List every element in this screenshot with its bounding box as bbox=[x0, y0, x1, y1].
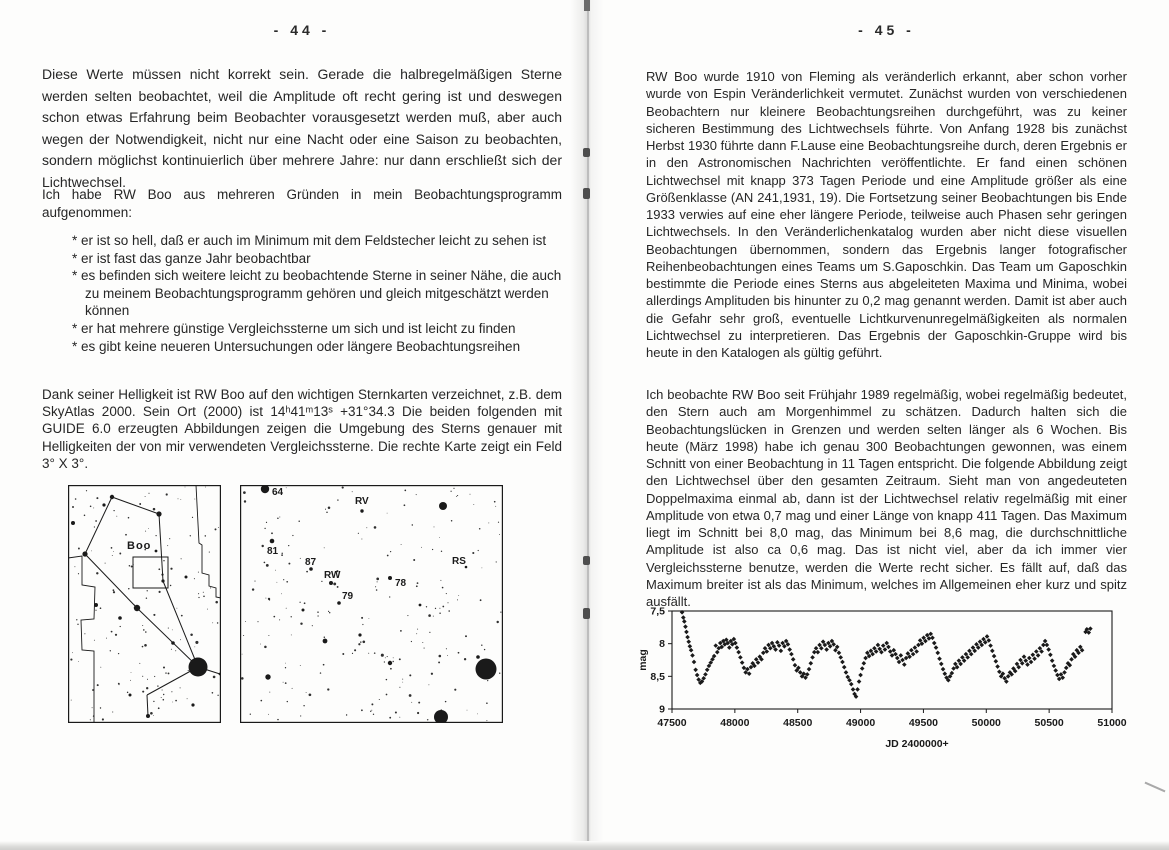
paragraph-history: RW Boo wurde 1910 von Fleming als veränderlich erkannt, aber schon vorher wurde von Espin Veränderlichkeit vermutet. Zunächst wurden von verschiedenen Beobachtern nur kleinere Beobachtungsreihen durchgeführt, was zu keiner sicheren Bestimmung des Lichtwechsels führte. Von Anfang 1928 bis zunächst Herbst 1930 führte dann F.Lause eine Beobachtungsreihe durch, deren Ergebnis er in den Astronomischen Nachrichten veröffentlichte. Er fand einen schönen Lichtwechsel mit knapp 373 Tagen Periode und eine Amplitude größer als eine Größenklasse (AN 241,1931, 19). Die Fortsetzung seiner Beobachtungen bis Ende 1933 verwies auf eine eher längere Periode, teilweise auch Phasen sehr geringen Lichtwechsels. In den Veränderlichenkatalog wurden aber nicht diese visuellen Beobachtungen übernommen, sondern das Ergebnis langer fotografischer Reihenbeobachtungen eines Teams um S.Gaposchkin. Das Team um Gaposchkin bestimmte die Periode eines Sterns aus abgeleiteten Maxima und Minima, wobei allerdings Amplituden bis hinunter zu 0,2 mag genannt werden. Damit ist aber auch die Gefahr sehr groß, eventuelle Lichtkurvenunregelmäßigkeiten als normalen Lichtwechsel zu interpretieren. Das Ergebnis der Gaposchkin-Gruppe wird bis heute in den Katalogen als gültig geführt. bbox=[646, 69, 1127, 360]
staple-mark bbox=[583, 188, 590, 199]
x-tick-label: 50000 bbox=[971, 717, 1001, 729]
x-tick-label: 49000 bbox=[845, 717, 876, 729]
gutter-top-mark bbox=[584, 0, 590, 11]
data-points bbox=[680, 610, 1093, 699]
page-45 bbox=[584, 0, 1169, 850]
page-44 bbox=[0, 0, 584, 850]
constellation-label: Boo bbox=[127, 540, 152, 552]
y-tick-label: 8,5 bbox=[650, 670, 665, 683]
page-number-left: - 44 - bbox=[273, 22, 331, 38]
reason-item: * er hat mehrere günstige Vergleichssterne um sich und ist leicht zu finden bbox=[72, 320, 516, 336]
star-field-dots bbox=[70, 487, 219, 721]
star-label-RV: RV bbox=[355, 496, 369, 507]
paragraph-skyatlas: Dank seiner Helligkeit ist RW Boo auf den wichtigen Sternkarten verzeichnet, z.B. dem SkyAtlas 2000. Sein Ort (2000) ist 14ʰ41ᵐ13ˢ +31°34.3 Die beiden folgenden mit GUIDE 6.0 erzeugten Abbildungen zeigen die Umgebung des Sterns genauer mit Helligkeiten der von mir verwendeten Vergleichssterne. Die rechte Karte zeigt ein Feld 3° X 3°. bbox=[42, 387, 562, 471]
constellation-boundary bbox=[68, 556, 95, 723]
star-label-RS: RS bbox=[452, 556, 466, 567]
star-RV bbox=[360, 509, 363, 512]
y-tick-label: 9 bbox=[659, 703, 665, 716]
constellation-chart-bootes bbox=[68, 485, 221, 728]
star-label-78: 78 bbox=[395, 578, 407, 589]
page-gutter-line bbox=[587, 0, 589, 850]
paragraph-own-observations: Ich beobachte RW Boo seit Frühjahr 1989 regelmäßig, wobei regelmäßig bedeutet, den Stern auch am Morgenhimmel zu schätzen. Dadurch halten sich die Beobachtungslücken in Grenzen und werden selten länger als 6 Wochen. Bis heute (März 1998) habe ich genau 300 Beobachtungen gewonnen, was einem Schnitt von einer Beobachtung in 11 Tagen entspricht. Die folgende Abbildung zeigt den Lichtwechsel über den gesamten Zeitraum. Sieht man von angedeuteten Doppelmaxima einmal ab, dann ist der Lichtwechsel relativ regelmäßig mit einer Amplitude von etwa 0,7 mag und einer Länge von knapp 411 Tagen. Das Maximum liegt im Schnitt bei 8,0 mag, das Minimum bei 8,6 mag, die durchschnittliche Amplitude ist also ca 0,6 mag. Das ist nicht viel, aber da ich immer vier Vergleichssterne benutze, werden die Werte recht sicher. Es fällt auf, daß das Maximum breiter ist als das Minimum, welches im Allgemeinen eher kurz und spitz ausfällt. bbox=[646, 387, 1127, 609]
x-tick-label: 51000 bbox=[1097, 717, 1127, 729]
reason-item: * es gibt keine neueren Untersuchungen oder längere Beobachtungsreihen bbox=[72, 338, 521, 354]
star-label-81: 81 bbox=[267, 546, 279, 557]
star-64 bbox=[261, 485, 269, 493]
paragraph-program-intro: Ich habe RW Boo aus mehreren Gründen in mein Beobachtungsprogramm aufgenommen: bbox=[42, 187, 562, 220]
plot-frame bbox=[672, 611, 1112, 709]
x-tick-label: 50500 bbox=[1034, 717, 1064, 729]
reason-item: * er ist so hell, daß er auch im Minimum mit dem Feldstecher leicht zu sehen ist bbox=[72, 233, 547, 248]
staple-mark bbox=[583, 148, 590, 157]
star-79 bbox=[337, 601, 341, 605]
x-tick-label: 49500 bbox=[908, 717, 939, 729]
finder-chart-rw-boo bbox=[240, 485, 503, 728]
x-tick-label: 48500 bbox=[783, 717, 813, 729]
constellation-boundary bbox=[196, 485, 221, 598]
y-axis-title: mag bbox=[637, 649, 649, 671]
star-78 bbox=[388, 576, 392, 580]
page-number-right: - 45 - bbox=[858, 22, 915, 38]
star-label-87: 87 bbox=[305, 557, 317, 568]
x-tick-label: 47500 bbox=[657, 717, 687, 729]
paragraph-intro-values: Diese Werte müssen nicht korrekt sein. Gerade die halbregelmäßigen Sterne werden selten beobachtet, weil die Amplitude oft recht gering ist und deswegen schon etwas Erfahrung beim Beobachter vorausgesetzt werden muß, aber auch wegen der Notwendigkeit, nicht nur eine Nacht oder eine Saison zu beobachten, sondern möglichst kontinuierlich über mehrere Jahre: nur dann erschließt sich der Lichtwechsel. bbox=[42, 66, 562, 190]
x-axis-title: JD 2400000+ bbox=[885, 738, 949, 750]
staple-mark bbox=[583, 608, 590, 619]
scan-bottom-edge bbox=[0, 841, 1169, 850]
star-label-79: 79 bbox=[342, 591, 354, 602]
reason-item: * er ist fast das ganze Jahr beobachtbar bbox=[72, 250, 311, 266]
light-curve-chart bbox=[634, 596, 1154, 761]
x-tick-label: 48000 bbox=[720, 717, 750, 729]
reasons-list bbox=[42, 232, 562, 355]
star-field-dots bbox=[241, 487, 501, 722]
y-tick-label: 7,5 bbox=[650, 605, 665, 618]
star-RW bbox=[329, 581, 333, 585]
reason-item: * es befinden sich weitere leicht zu beobachtende Sterne in seiner Nähe, die auch zu meinem Beobachtungsprogramm gehören und gleich mitgeschätzt werden können bbox=[72, 268, 562, 319]
y-tick-label: 8 bbox=[659, 638, 665, 651]
star-81 bbox=[270, 539, 275, 544]
star-label-64: 64 bbox=[272, 487, 284, 498]
staple-mark bbox=[583, 556, 590, 565]
star-label-RW: RW bbox=[324, 570, 341, 581]
